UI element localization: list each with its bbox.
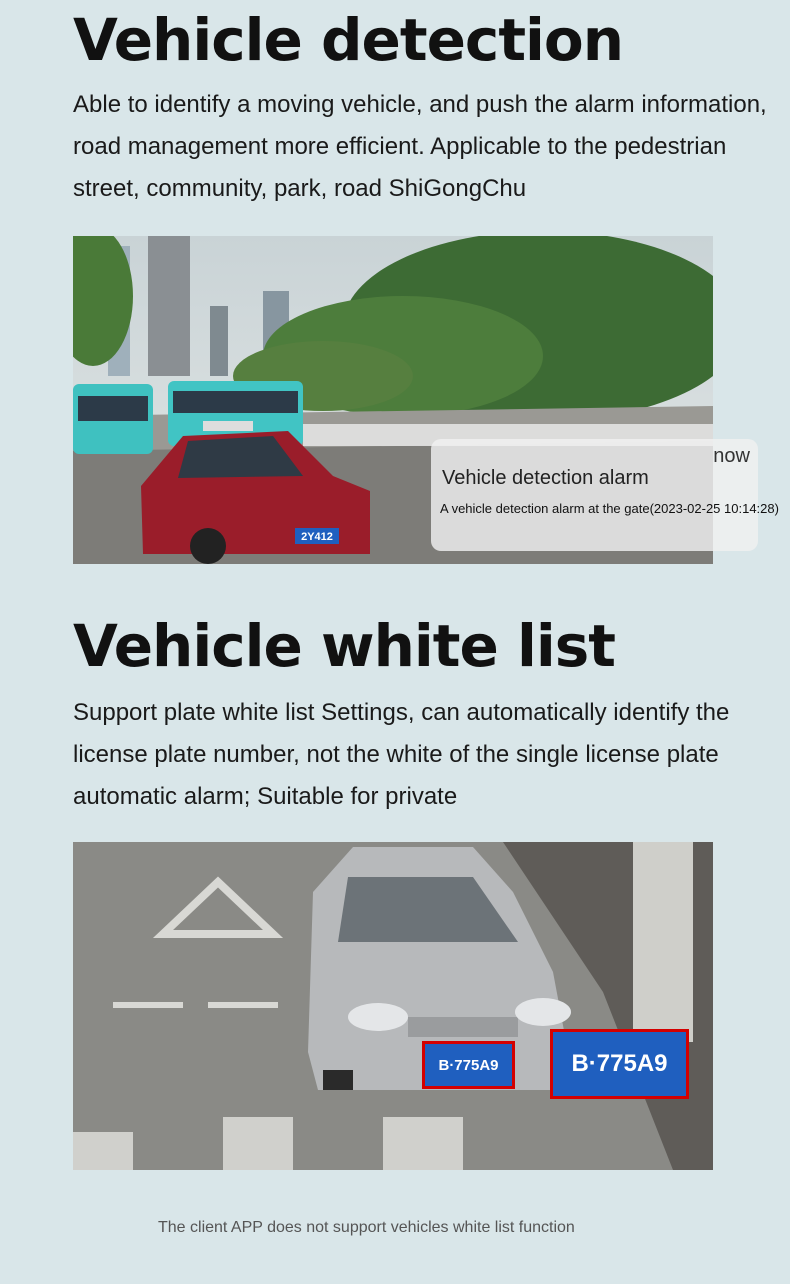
plate-zoom-box xyxy=(550,1029,689,1099)
section-description: Able to identify a moving vehicle, and push the alarm information, road management more efficient. Applicable to the pedestrian street, community, park, road ShiGongChu xyxy=(73,91,767,202)
notification-title: Vehicle detection alarm xyxy=(442,467,649,489)
plate-text: B·775A9 xyxy=(438,1056,499,1074)
footer-note: The client APP does not support vehicles white list function xyxy=(158,1219,575,1236)
section-description: Support plate white list Settings, can automatically identify the license plate number, not the white of the single license plate automatic alarm; Suitable for private xyxy=(73,699,730,810)
notification-time: now xyxy=(713,445,750,467)
section-vehicle-white-list xyxy=(73,614,773,818)
notification-body: A vehicle detection alarm at the gate(2023-02-25 10:14:28) xyxy=(440,501,779,516)
plate-zoom-text: B·775A9 xyxy=(571,1050,668,1077)
parked-car-image xyxy=(73,842,713,1170)
alarm-notification[interactable] xyxy=(431,439,779,551)
taxi-plate-text: 2Y412 xyxy=(301,531,333,543)
section-title: Vehicle white list xyxy=(73,612,616,680)
section-vehicle-detection xyxy=(73,8,773,210)
parked-car-illustration xyxy=(73,842,713,1170)
plate-detection-box xyxy=(422,1041,515,1089)
section-title: Vehicle detection xyxy=(73,6,624,74)
